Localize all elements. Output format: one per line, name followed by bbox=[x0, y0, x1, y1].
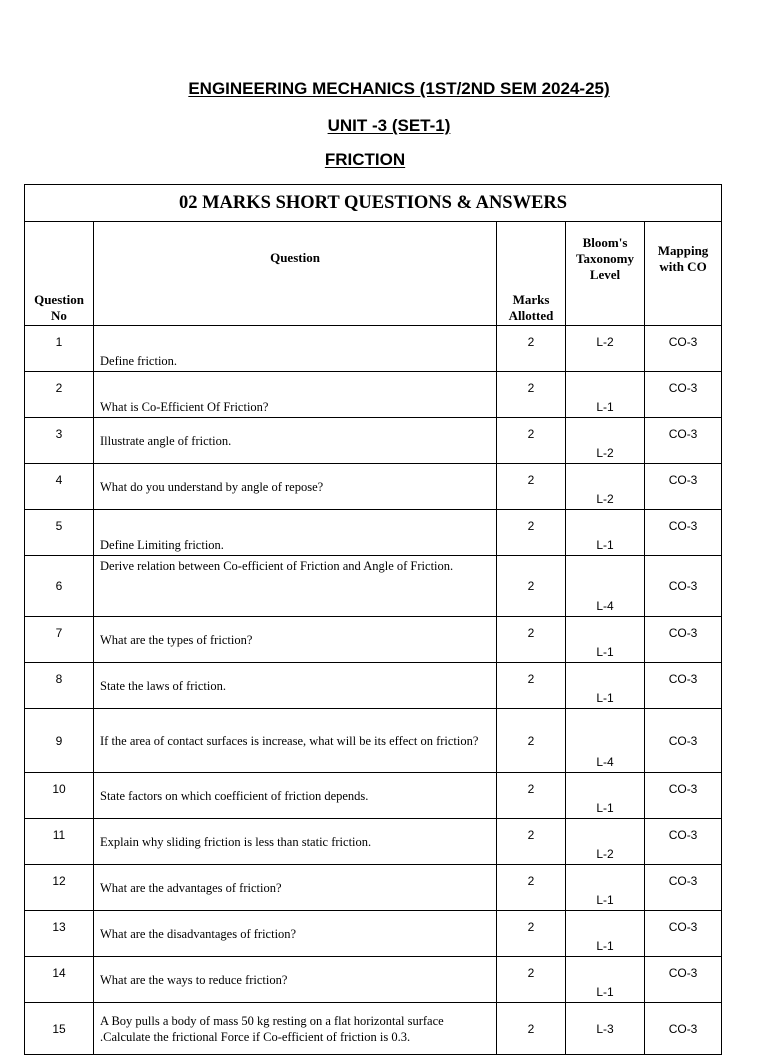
co-mapping: CO-3 bbox=[645, 819, 722, 865]
marks-allotted: 2 bbox=[497, 372, 566, 418]
bloom-level: L-3 bbox=[566, 1003, 645, 1055]
table-row bbox=[25, 372, 722, 418]
question-number: 13 bbox=[25, 911, 94, 957]
co-mapping: CO-3 bbox=[645, 617, 722, 663]
question-number: 3 bbox=[25, 418, 94, 464]
co-mapping: CO-3 bbox=[645, 709, 722, 773]
course-title: ENGINEERING MECHANICS (1ST/2ND SEM 2024-25) bbox=[188, 79, 610, 98]
bloom-level: L-1 bbox=[566, 510, 645, 556]
marks-allotted: 2 bbox=[497, 773, 566, 819]
co-mapping: CO-3 bbox=[645, 957, 722, 1003]
co-mapping: CO-3 bbox=[645, 773, 722, 819]
question-text: Define Limiting friction. bbox=[94, 510, 497, 556]
marks-allotted: 2 bbox=[497, 663, 566, 709]
table-row bbox=[25, 1003, 722, 1055]
co-mapping: CO-3 bbox=[645, 510, 722, 556]
bloom-level: L-4 bbox=[566, 556, 645, 617]
question-text: What is Co-Efficient Of Friction? bbox=[94, 372, 497, 418]
question-number: 14 bbox=[25, 957, 94, 1003]
column-header-bloom-level: Bloom's Taxonomy Level bbox=[566, 222, 645, 326]
question-text: What do you understand by angle of repose? bbox=[94, 464, 497, 510]
question-text: Illustrate angle of friction. bbox=[94, 418, 497, 464]
bloom-level: L-1 bbox=[566, 663, 645, 709]
marks-allotted: 2 bbox=[497, 617, 566, 663]
marks-allotted: 2 bbox=[497, 911, 566, 957]
bloom-level: L-1 bbox=[566, 617, 645, 663]
table-row bbox=[25, 911, 722, 957]
question-text: What are the types of friction? bbox=[94, 617, 497, 663]
question-text: What are the disadvantages of friction? bbox=[94, 911, 497, 957]
question-number: 7 bbox=[25, 617, 94, 663]
bloom-level: L-1 bbox=[566, 957, 645, 1003]
question-number: 10 bbox=[25, 773, 94, 819]
bloom-level: L-2 bbox=[566, 326, 645, 372]
co-mapping: CO-3 bbox=[645, 418, 722, 464]
question-number: 11 bbox=[25, 819, 94, 865]
bloom-level: L-4 bbox=[566, 709, 645, 773]
marks-allotted: 2 bbox=[497, 464, 566, 510]
marks-allotted: 2 bbox=[497, 326, 566, 372]
column-header-marks: Marks Allotted bbox=[497, 222, 566, 326]
question-text: Derive relation between Co-efficient of Friction and Angle of Friction. bbox=[94, 556, 497, 617]
question-text: A Boy pulls a body of mass 50 kg resting on a flat horizontal surface .Calculate the frictional Force if Co-efficient of friction is 0.3. bbox=[94, 1003, 497, 1055]
questions-table bbox=[24, 184, 722, 1055]
table-row bbox=[25, 418, 722, 464]
table-row bbox=[25, 957, 722, 1003]
bloom-level: L-2 bbox=[566, 819, 645, 865]
table-row bbox=[25, 510, 722, 556]
question-number: 15 bbox=[25, 1003, 94, 1055]
question-text: If the area of contact surfaces is increase, what will be its effect on friction? bbox=[94, 709, 497, 773]
table-row bbox=[25, 326, 722, 372]
column-header-question-no: Question No bbox=[25, 222, 94, 326]
bloom-level: L-1 bbox=[566, 372, 645, 418]
table-row bbox=[25, 819, 722, 865]
marks-allotted: 2 bbox=[497, 709, 566, 773]
table-row bbox=[25, 556, 722, 617]
question-number: 8 bbox=[25, 663, 94, 709]
question-number: 12 bbox=[25, 865, 94, 911]
marks-allotted: 2 bbox=[497, 418, 566, 464]
table-row bbox=[25, 865, 722, 911]
marks-allotted: 2 bbox=[497, 957, 566, 1003]
bloom-level: L-2 bbox=[566, 418, 645, 464]
marks-allotted: 2 bbox=[497, 1003, 566, 1055]
marks-allotted: 2 bbox=[497, 865, 566, 911]
table-row bbox=[25, 464, 722, 510]
question-number: 6 bbox=[25, 556, 94, 617]
co-mapping: CO-3 bbox=[645, 372, 722, 418]
table-row bbox=[25, 663, 722, 709]
topic-title: FRICTION bbox=[324, 150, 406, 169]
co-mapping: CO-3 bbox=[645, 556, 722, 617]
co-mapping: CO-3 bbox=[645, 663, 722, 709]
table-row bbox=[25, 617, 722, 663]
question-number: 5 bbox=[25, 510, 94, 556]
co-mapping: CO-3 bbox=[645, 326, 722, 372]
question-text: State the laws of friction. bbox=[94, 663, 497, 709]
column-header-co-mapping: Mapping with CO bbox=[645, 222, 722, 326]
table-row bbox=[25, 709, 722, 773]
bloom-level: L-1 bbox=[566, 865, 645, 911]
question-text: What are the advantages of friction? bbox=[94, 865, 497, 911]
unit-title: UNIT -3 (SET-1) bbox=[327, 116, 451, 135]
column-header-row bbox=[25, 222, 722, 326]
question-text: Define friction. bbox=[94, 326, 497, 372]
question-text: State factors on which coefficient of friction depends. bbox=[94, 773, 497, 819]
question-text: What are the ways to reduce friction? bbox=[94, 957, 497, 1003]
table-row bbox=[25, 773, 722, 819]
bloom-level: L-1 bbox=[566, 773, 645, 819]
co-mapping: CO-3 bbox=[645, 865, 722, 911]
table-banner: 02 MARKS SHORT QUESTIONS & ANSWERS bbox=[25, 185, 722, 222]
marks-allotted: 2 bbox=[497, 510, 566, 556]
bloom-level: L-1 bbox=[566, 911, 645, 957]
co-mapping: CO-3 bbox=[645, 1003, 722, 1055]
question-number: 1 bbox=[25, 326, 94, 372]
question-number: 9 bbox=[25, 709, 94, 773]
marks-allotted: 2 bbox=[497, 556, 566, 617]
column-header-question: Question bbox=[94, 222, 497, 326]
banner-row bbox=[25, 185, 722, 222]
bloom-level: L-2 bbox=[566, 464, 645, 510]
co-mapping: CO-3 bbox=[645, 464, 722, 510]
co-mapping: CO-3 bbox=[645, 911, 722, 957]
question-text: Explain why sliding friction is less than static friction. bbox=[94, 819, 497, 865]
question-number: 4 bbox=[25, 464, 94, 510]
question-number: 2 bbox=[25, 372, 94, 418]
marks-allotted: 2 bbox=[497, 819, 566, 865]
